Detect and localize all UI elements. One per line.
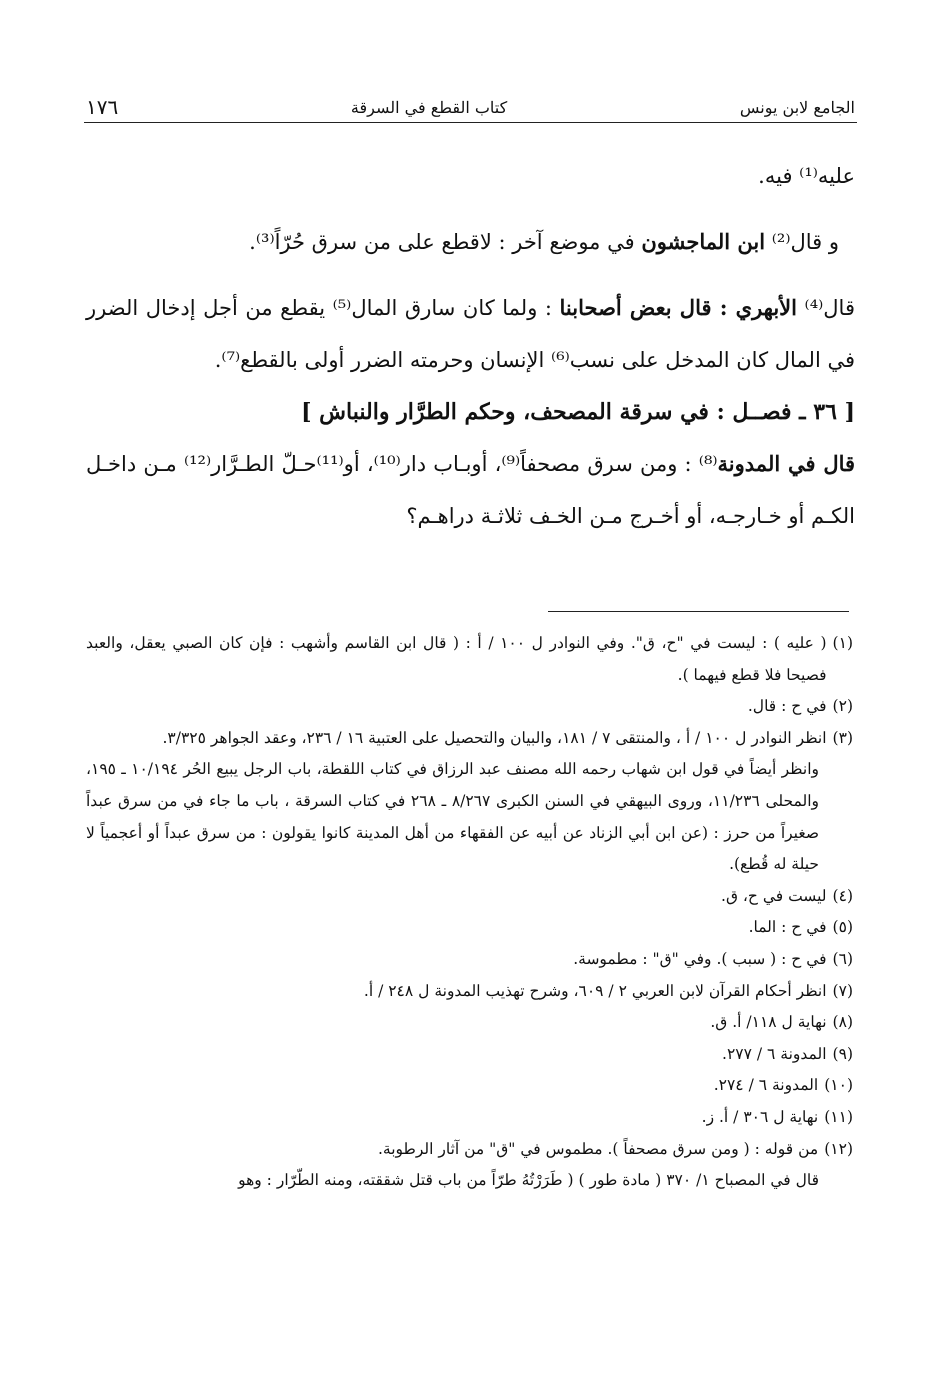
paragraph-3: قال⁽⁴⁾ الأبهري : قال بعض أصحابنا : ولما كان سارق المال⁽⁵⁾ يقطع من أجل إدخال الضرر في المال كان المدخل على نسب⁽⁶⁾ الإنسان وحرمته الضرر أولى بالقطع⁽⁷⁾. [86, 295, 855, 372]
footnote-continuation: قال في المصباح ١/ ٣٧٠ ( مادة طور ) ( طَرَرْتُهُ طرّاً من باب قتل شققته، ومنه الطّرّار : وهو [238, 1171, 819, 1190]
chapter-title: كتاب القطع في السرقة [350, 97, 508, 117]
footnotes [86, 628, 853, 1197]
footnote-continuation: وانظر أيضاً في قول ابن شهاب رحمه الله مصنف عبد الرزاق في كتاب اللقطة، باب الرجل يبيع الحُر ١٠/١٩٤ ـ ١٩٥، والمحلى ١١/٢٣٦، وروى البيهقي في السنن الكبرى ٨/٢٦٧ ـ ٢٦٨ في كتاب السرقة ، باب ما جاء في من سرق عبداً صغيراً من حرز : (عن ابن أبي الزناد عن أبيه عن الفقهاء من أهل المدينة كانوا يقولون : من سرق عبداً أو أعجمياً لا حيلة له قُطع). [86, 760, 819, 874]
footnote: (٧) انظر أحكام القرآن لابن العربي ٢ / ٦٠٩، وشرح تهذيب المدونة ل ٢٤٨ / أ. [363, 981, 853, 1000]
footnote: (٢) في ح : قال. [747, 697, 853, 716]
bold-phrase: ابن الماجشون [641, 229, 766, 254]
footnote: (٤) ليست في ح، ق. [721, 886, 853, 905]
footnote: (٣) انظر النوادر ل ١٠٠ / أ ، والمنتقى ٧ / ١٨١، والبيان والتحصيل على العتبية ١٦ / ٢٣٦، وعقد الجواهر ٣/٣٢٥. [162, 728, 853, 747]
header-rule [84, 122, 857, 123]
section-heading: [ ٣٦ ـ فصــل : في سرقة المصحف، وحكم الطرَّار والنباش ] [301, 399, 855, 425]
footnote: (١٢) من قوله : ( ومن سرق مصحفاً ). مطموس في "ق" من آثار الرطوبة. [377, 1139, 853, 1158]
running-title: الجامع لابن يونس [739, 97, 855, 117]
footnote: (١١) نهاية ل ٣٠٦ / أ. ز. [701, 1107, 853, 1126]
footnote-separator [548, 611, 849, 612]
footnote: (٥) في ح : الما. [748, 918, 853, 937]
footnote: (٦) في ح : ( سبب ). وفي "ق" : مطموسة. [573, 949, 853, 968]
footnote: (١) ( عليه ) : ليست في "ح، ق". وفي النوادر ل ١٠٠ / أ : ( قال ابن القاسم وأشهب : فإن كان الصبي يعقل، والعبد فصيحا فلا قطع فيهما ). [86, 634, 853, 684]
footnote: (٩) المدونة ٦ / ٢٧٧. [722, 1044, 853, 1063]
paragraph-4: قال في المدونة⁽⁸⁾ : ومن سرق مصحفاً⁽⁹⁾، أوبـاب دار⁽¹⁰⁾، أو⁽¹¹⁾حـلّ الطـرَّار⁽¹²⁾ مـن داخـل الكـم أو خـارجـه، أو أخـرج مـن الخـف ثلاثـة دراهـم؟ [86, 451, 856, 528]
footnote: (٨) نهاية ل ١١٨/ أ. ق. [710, 1013, 853, 1032]
page-number: ١٧٦ [86, 95, 119, 119]
paragraph-1: عليه⁽¹⁾ فيه. [758, 164, 855, 188]
footnote: (١٠) المدونة ٦ / ٢٧٤. [713, 1076, 853, 1095]
paragraph-2: و قال⁽²⁾ ابن الماجشون في موضع آخر : لاقطع على من سرق حُرّاً⁽³⁾. [249, 229, 839, 254]
page-header [86, 92, 855, 122]
bold-phrase: قال في المدونة [717, 451, 856, 476]
main-text [86, 150, 855, 542]
bold-phrase: الأبهري : قال بعض أصحابنا [559, 295, 797, 320]
